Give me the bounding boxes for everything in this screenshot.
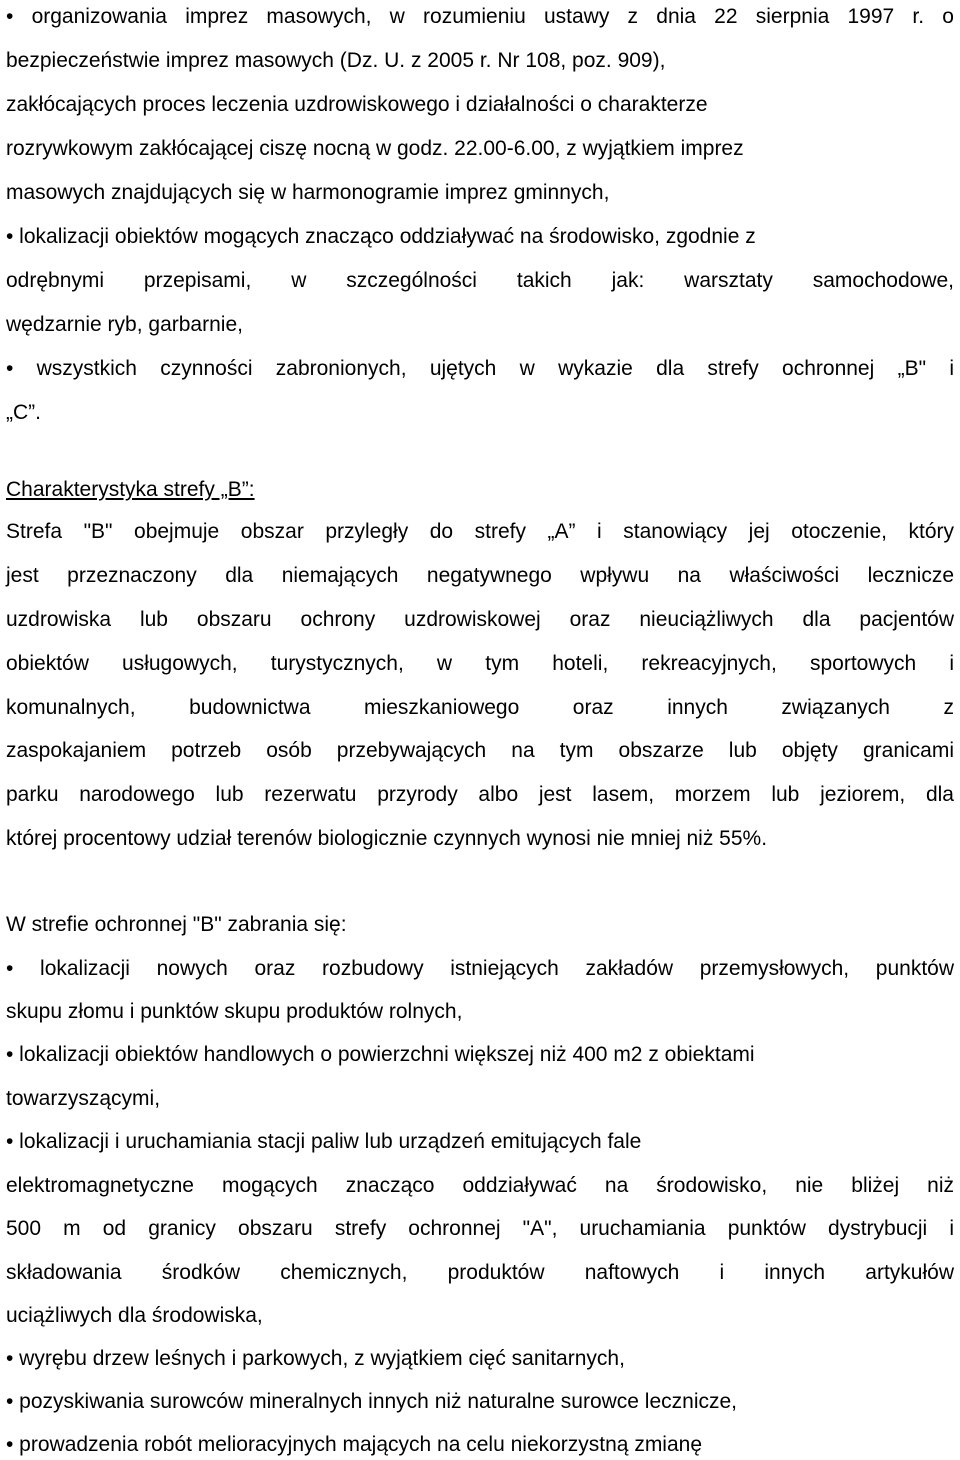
text-line: • prowadzenia robót melioracyjnych mających na celu niekorzystną zmianę (6, 1433, 703, 1456)
text-line: której procentowy udział terenów biologicznie czynnych wynosi nie mniej niż 55%. (6, 827, 768, 850)
text-line: obiektów usługowych, turystycznych, w tym hoteli, rekreacyjnych, sportowych i (6, 652, 954, 675)
text-line: zaspokajaniem potrzeb osób przebywających na tym obszarze lub objęty granicami (6, 739, 954, 762)
text-line: składowania środków chemicznych, produktów naftowych i innych artykułów (6, 1261, 954, 1284)
text-line: parku narodowego lub rezerwatu przyrody albo jest lasem, morzem lub jeziorem, dla (6, 783, 954, 806)
text-line: • wszystkich czynności zabronionych, ujętych w wykazie dla strefy ochronnej „B" i (6, 357, 954, 380)
text-line: Strefa "B" obejmuje obszar przyległy do strefy „A” i stanowiący jej otoczenie, który (6, 520, 954, 543)
text-line: • pozyskiwania surowców mineralnych innych niż naturalne surowce lecznicze, (6, 1390, 738, 1413)
text-line: uciążliwych dla środowiska, (6, 1304, 263, 1327)
section-heading: Charakterystyka strefy „B”: (6, 478, 255, 501)
text-line: komunalnych, budownictwa mieszkaniowego oraz innych związanych z (6, 696, 954, 719)
text-line: • lokalizacji obiektów mogących znacząco oddziaływać na środowisko, zgodnie z (6, 225, 756, 248)
text-line: zakłócających proces leczenia uzdrowiskowego i działalności o charakterze (6, 93, 708, 116)
text-line: elektromagnetyczne mogących znacząco oddziaływać na środowisko, nie bliżej niż (6, 1174, 954, 1197)
text-line: „C”. (6, 401, 41, 424)
text-line: uzdrowiska lub obszaru ochrony uzdrowiskowej oraz nieuciążliwych dla pacjentów (6, 608, 954, 631)
text-line: • lokalizacji obiektów handlowych o powierzchni większej niż 400 m2 z obiektami (6, 1043, 755, 1066)
text-line: towarzyszącymi, (6, 1087, 161, 1110)
text-line: wędzarnie ryb, garbarnie, (6, 313, 243, 336)
text-line: • wyrębu drzew leśnych i parkowych, z wyjątkiem cięć sanitarnych, (6, 1347, 625, 1370)
section-heading: W strefie ochronnej "B" zabrania się: (6, 913, 347, 936)
text-line: bezpieczeństwie imprez masowych (Dz. U. z 2005 r. Nr 108, poz. 909), (6, 49, 666, 72)
text-line: • lokalizacji i uruchamiania stacji paliw lub urządzeń emitujących fale (6, 1130, 642, 1153)
text-line: odrębnymi przepisami, w szczególności takich jak: warsztaty samochodowe, (6, 269, 954, 292)
text-line: skupu złomu i punktów skupu produktów rolnych, (6, 1000, 463, 1023)
text-line: rozrywkowym zakłócającej ciszę nocną w godz. 22.00-6.00, z wyjątkiem imprez (6, 137, 744, 160)
text-line: masowych znajdujących się w harmonogramie imprez gminnych, (6, 181, 610, 204)
text-line: jest przeznaczony dla niemających negatywnego wpływu na właściwości lecznicze (6, 564, 954, 587)
text-line: 500 m od granicy obszaru strefy ochronnej "A", uruchamiania punktów dystrybucji i (6, 1217, 954, 1240)
text-line: • organizowania imprez masowych, w rozumieniu ustawy z dnia 22 sierpnia 1997 r. o (6, 5, 954, 28)
text-line: • lokalizacji nowych oraz rozbudowy istniejących zakładów przemysłowych, punktów (6, 957, 954, 980)
